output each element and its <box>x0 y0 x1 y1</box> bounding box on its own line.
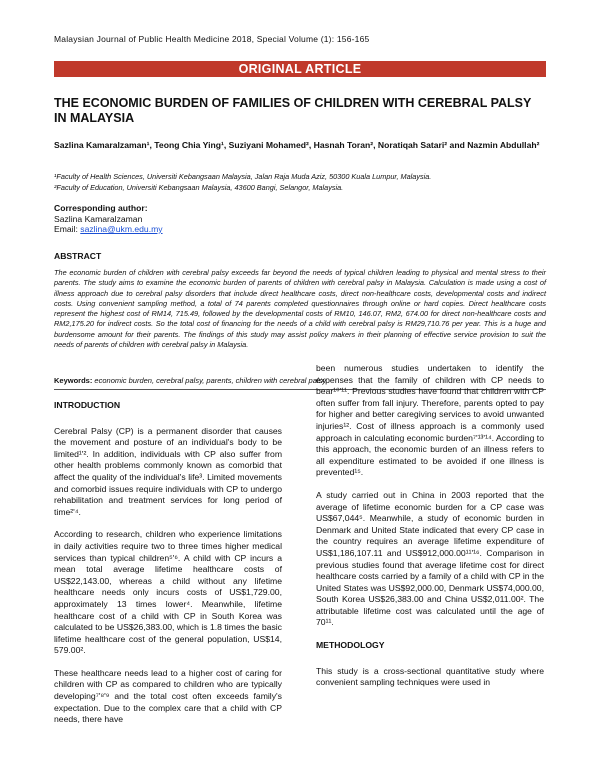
email-link[interactable]: sazlina@ukm.edu.my <box>80 224 163 234</box>
intro-paragraph-2: According to research, children who experience limitations in daily activities require two to three times higher medical services than typical children⁵'⁶. A child with CP incurs a mean total average lifetime healthcare costs of US$22,143.00, whereas a child without any lifetime healthcare needs only incurs costs of US$1,729.00, approximately 13 times lower⁴. Meanwhile, lifetime healthcare cost of a child with CP in South Korea was calculated to be US$26,383.00, which is 1.8 times the basic lifetime healthcare cost of the general population, US$14, 579.00². <box>54 529 282 656</box>
methodology-paragraph-1: This study is a cross-sectional quantitative study where convenient sampling techniques were used in <box>316 665 544 688</box>
email-label: Email: <box>54 224 81 234</box>
corresponding-heading: Corresponding author: <box>54 203 148 213</box>
keywords-label: Keywords: <box>54 376 93 385</box>
corresponding-email-line <box>54 224 163 235</box>
introduction-heading: INTRODUCTION <box>54 400 121 410</box>
article-type-banner: ORIGINAL ARTICLE <box>54 61 546 77</box>
methodology-heading: METHODOLOGY <box>316 640 385 651</box>
intro-paragraph-5: A study carried out in China in 2003 reported that the average of lifetime economic burden for a CP case was US$67,044⁵. Meanwhile, a study of economic burden in Denmark and United State indicated that every CP case in the country requires an average lifetime expenditure of US$1,186,107.11 and US$912,000.00¹¹'¹⁶. Comparison in previous studies found that average lifetime cost for direct healthcare costs carried by a family of a child with CP in the United States was US$92,000.00, Denmark US$74,000.00, South Korea US$26,383.00 and China US$2,011.00². The attributable lifetime cost was calculated until the age of 70¹¹. <box>316 489 544 628</box>
abstract-heading: ABSTRACT <box>54 251 102 261</box>
intro-paragraph-1: Cerebral Palsy (CP) is a permanent disorder that causes the movement and posture of an individual's body to be limited¹'². In addition, individuals with CP also suffer from other health problems commonly known as comorbid that affect the quality of the individual's life³. Limited movements and comorbid issues require individuals with CP to undergo rehabilitation and treatment services for long period of time²'⁴. <box>54 425 282 517</box>
keywords-text: economic burden, cerebral palsy, parents, children with cerebral palsy <box>92 376 327 385</box>
corresponding-author-block <box>54 203 163 235</box>
journal-citation: Malaysian Journal of Public Health Medicine 2018, Special Volume (1): 156-165 <box>54 34 370 44</box>
abstract-text: The economic burden of children with cerebral palsy exceeds far beyond the needs of typical children leading to physical and mental stress to their parents. The study aims to examine the economic burden of parents of children with cerebral palsy in Malaysia. Calculation is made using a cost of illness approach due to cerebral palsy disorders that include direct healthcare costs, direct non-healthcare costs, developmental costs and indirect costs. Using convenient sampling method, a total of 74 parents completed questionnaires through online or hard copies. Direct healthcare costs represent the highest cost of RM14, 715.49, followed by the developmental costs of RM10, 146.07, RM2, 674.00 for direct non-healthcare costs and RM2,175.20 for indirect costs. So the total cost of financing for the needs of a child with cerebral palsy is RM29,710.76 per year. This is a huge and burdensome amount for their parents. The findings of this study may assist policy makers in their planning of effective service provision to suit the needs of parents of children with cerebral palsy in Malaysia. <box>54 268 546 350</box>
affiliations <box>54 171 546 193</box>
author-list: Sazlina Kamaralzaman¹, Teong Chia Ying¹, Suziyani Mohamed², Hasnah Toran², Noratiqah Satari² and Nazmin Abdullah² <box>54 140 540 150</box>
left-column <box>54 400 282 737</box>
affiliation-1: ¹Faculty of Health Sciences, Universiti Kebangsaan Malaysia, Jalan Raja Muda Aziz, 50300 Kuala Lumpur, Malaysia. <box>54 172 432 181</box>
corresponding-name: Sazlina Kamaralzaman <box>54 213 143 224</box>
intro-paragraph-3: These healthcare needs lead to a higher cost of caring for children with CP as compared to children who are typically developing⁷'⁸'⁹ and the total cost often exceeds family's expectation. Due to the complex care that a child with CP needs, there have <box>54 667 282 725</box>
affiliation-2: ²Faculty of Education, Universiti Kebangsaan Malaysia, 43600 Bangi, Selangor, Malaysia. <box>54 183 344 192</box>
article-title: THE ECONOMIC BURDEN OF FAMILIES OF CHILDREN WITH CEREBRAL PALSY IN MALAYSIA <box>54 96 532 125</box>
intro-paragraph-4: been numerous studies undertaken to identify the expenses that the family of children with CP needs to bear¹⁰'¹¹. Previous studies have found that children with CP often suffer from fall injury. Therefore, parents opted to pay for higher and better caregiving services to avoid unwanted injuries¹². Cost of illness approach is a commonly used approach in calculating economic burden⁷'¹³'¹⁴. According to this approach, the economic burden of an illness refers to all expenditure estimated to be avoided if one illness is prevented¹⁵. <box>316 363 544 478</box>
right-column <box>316 363 544 700</box>
